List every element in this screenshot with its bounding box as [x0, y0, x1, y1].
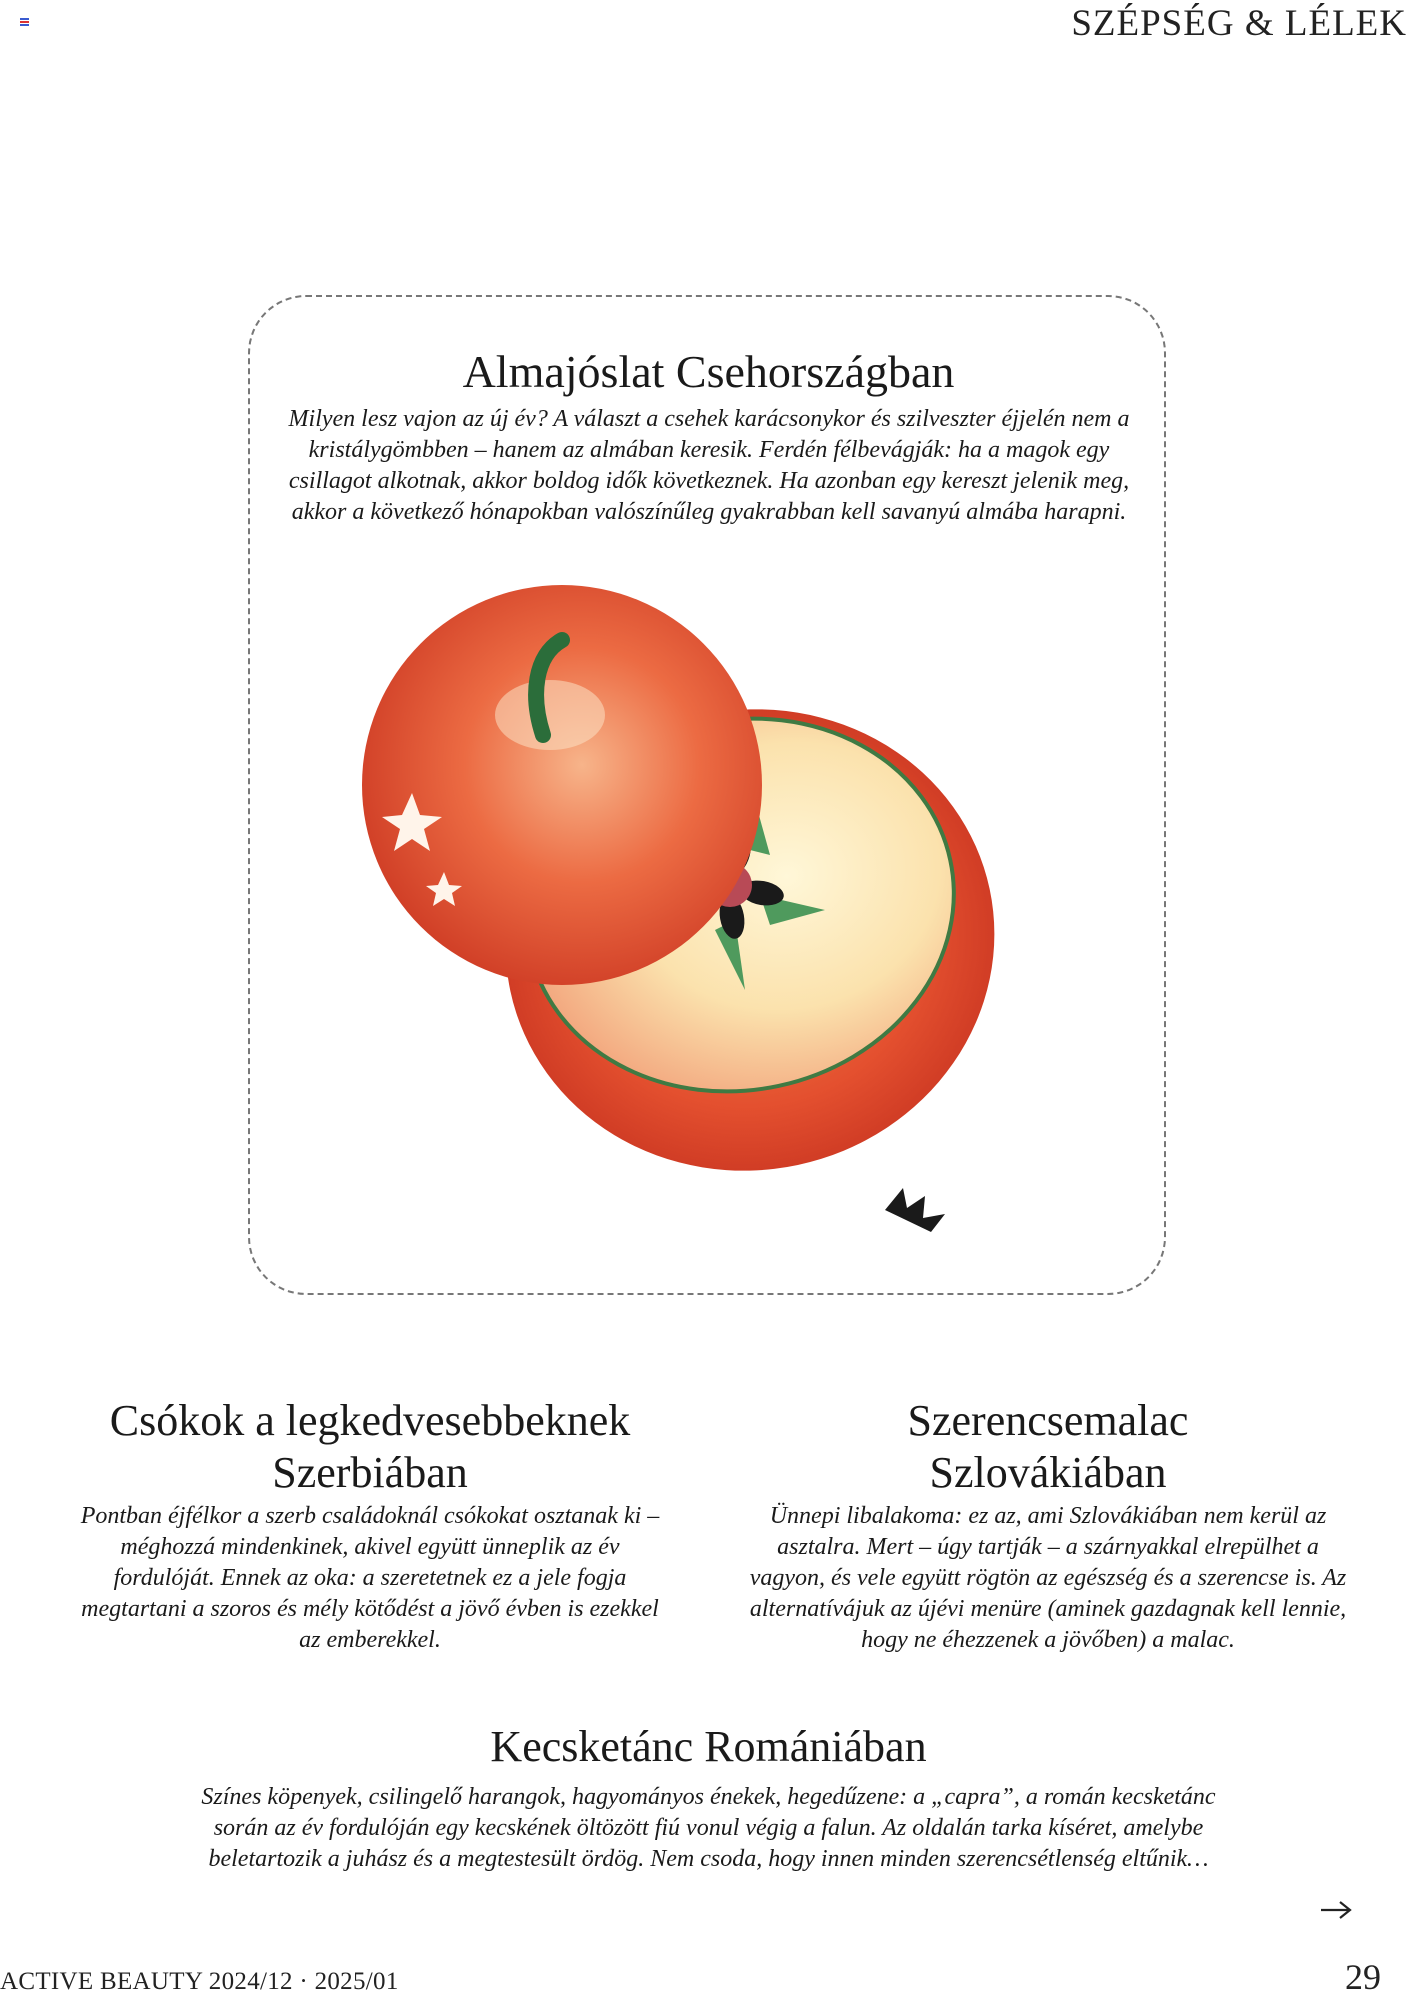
- article-romania-title: Kecsketánc Romániában: [490, 1722, 927, 1771]
- article-serbia-title-line2: Szerbiában: [272, 1448, 468, 1497]
- menu-icon[interactable]: [20, 18, 29, 27]
- article-slovakia-body: Ünnepi libalakoma: ez az, ami Szlovákiában nem kerül az asztalra. Mert – úgy tartják – a szárnyakkal elrepülhet a vagyon, és vele együtt rögtön az egészség és a szerencse is. Az alternatívájuk az újévi menüre (aminek gazdagnak kell lennie, hogy ne éhezzenek a jövőben) a malac.: [749, 1503, 1347, 1653]
- article-serbia-title: [70, 1395, 670, 1499]
- article-serbia-body: Pontban éjfélkor a szerb családoknál csókokat osztanak ki – méghozzá mindenkinek, akivel együtt ünneplik az év fordulóját. Ennek az oka: a szeretetnek ez a jele fogja megtartani a szoros és mély kötődést a jövő évben is ezekkel az emberekkel.: [80, 1503, 660, 1653]
- apple-illustration: [330, 585, 1030, 1265]
- article-serbia-title-line1: Csókok a legkedvesebbeknek: [109, 1396, 631, 1445]
- publication-name: ACTIVE BEAUTY 2024/12 · 2025/01: [0, 1968, 399, 1995]
- page-number: 29: [1345, 1957, 1381, 1997]
- article-romania-body: Színes köpenyek, csilingelő harangok, hagyományos énekek, hegedűzene: a „capra”, a román kecsketánc során az év fordulóján egy kecskének öltözött fiú vonul végig a falun. Az oldalán tarka kíséret, amelybe beletartozik a juhász és a megtestesült ördög. Nem csoda, hogy innen minden szerencsétlenség eltűnik…: [201, 1784, 1216, 1872]
- feature-title: Almajóslat Csehországban: [462, 346, 955, 397]
- arrow-right-icon[interactable]: [1319, 1898, 1355, 1922]
- apple-whole: [362, 585, 762, 985]
- article-slovakia-title-line2: Szlovákiában: [929, 1448, 1167, 1497]
- article-slovakia-title-line1: Szerencsemalac: [907, 1396, 1189, 1445]
- section-label: SZÉPSÉG & LÉLEK: [1071, 3, 1407, 44]
- article-slovakia-title: [743, 1395, 1353, 1499]
- feature-body: Milyen lesz vajon az új év? A választ a csehek karácsonykor és szilveszter éjjelén nem a kristálygömbben – hanem az almában keresik. Ferdén félbevágják: ha a magok egy csillagot alkotnak, akkor boldog idők következnek. Ha azonban egy kereszt jelenik meg, akkor a következő hónapokban valószínűleg gyakrabban kell savanyú almába harapni.: [288, 406, 1130, 525]
